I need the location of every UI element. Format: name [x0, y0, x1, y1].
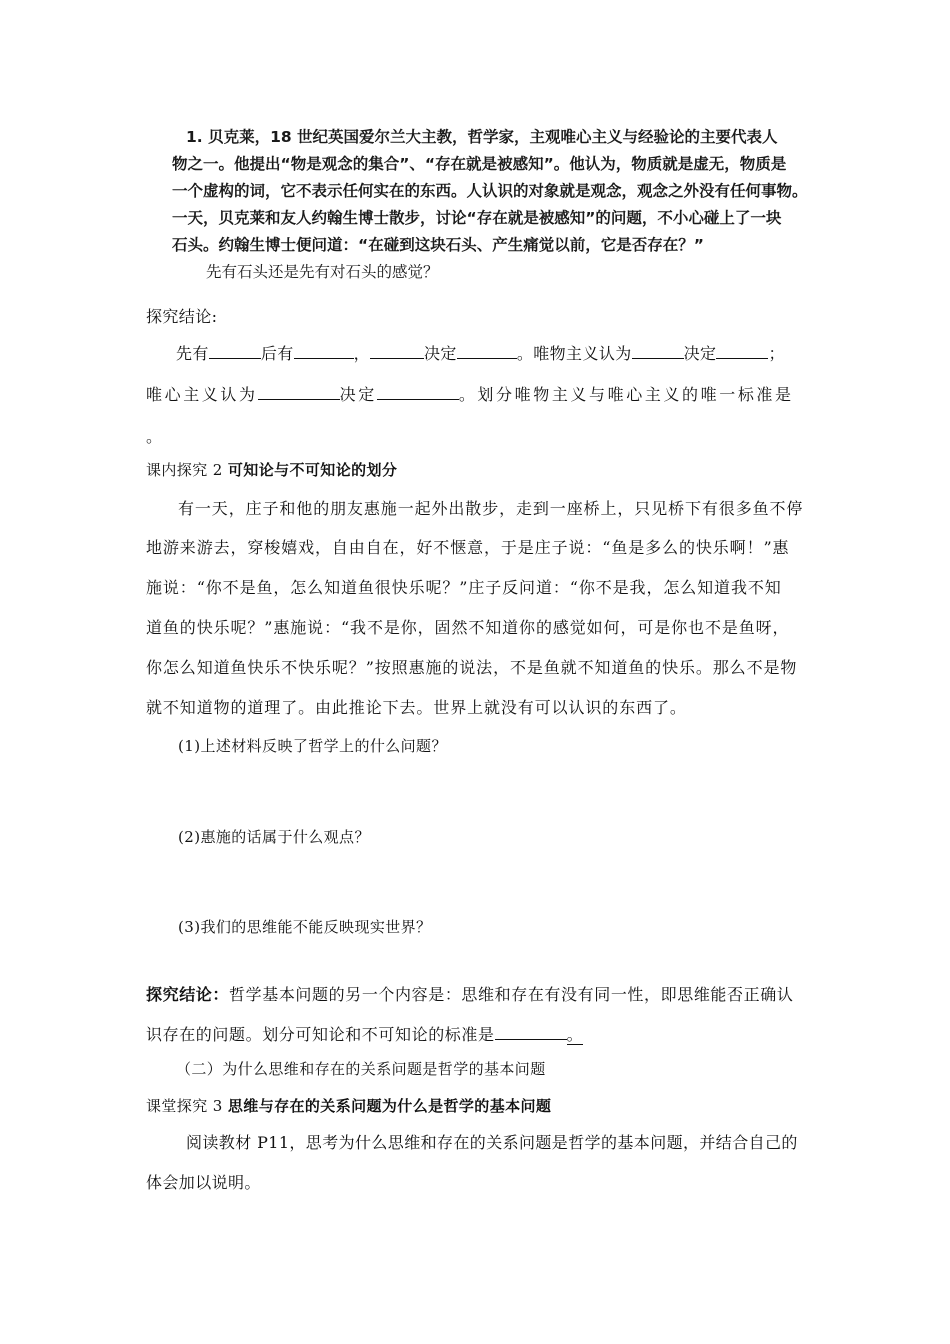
- blank[interactable]: [294, 343, 354, 359]
- conclusion2-line1: 探究结论：哲学基本问题的另一个内容是：思维和存在有没有同一性，即思维能否正确认: [146, 985, 794, 1004]
- question-1: (1)上述材料反映了哲学上的什么问题？: [178, 737, 447, 755]
- story-line: 石头。约翰生博士便问道：“在碰到这块石头、产生痛觉以前，它是否存在？”: [172, 236, 704, 254]
- blank[interactable]: [632, 343, 684, 359]
- question-3: (3)我们的思维能不能反映现实世界？: [178, 918, 432, 936]
- blank[interactable]: [495, 1024, 567, 1040]
- story2-line: 施说：“你不是鱼，怎么知道鱼很快乐呢？”庄子反问道：“你不是我，怎么知道我不知: [146, 578, 782, 597]
- blank[interactable]: [370, 343, 424, 359]
- story-line: 物之一。他提出“物是观念的集合”、“存在就是被感知”。他认为，物质就是虚无，物质是: [172, 155, 787, 173]
- conclusion1-line3: 。: [146, 427, 163, 446]
- conclusion1-label: 探究结论:: [146, 307, 218, 326]
- story-line: 一个虚构的词，它不表示任何实在的东西。人认识的对象就是观念，观念之外没有任何事物。: [172, 182, 808, 200]
- section3-heading: 课堂探究 3 思维与存在的关系问题为什么是哲学的基本问题: [146, 1097, 552, 1115]
- story2-line: 你怎么知道鱼快乐不快乐呢？”按照惠施的说法，不是鱼就不知道鱼的快乐。那么不是物: [146, 658, 798, 677]
- conclusion1-line1: 先有 后有 ， 决定 。唯物主义认为 决定 ；: [176, 344, 785, 363]
- story2-line: 就不知道物的道理了。由此推论下去。世界上就没有可以认识的东西了。: [146, 698, 687, 717]
- conclusion1-line2: 唯心主义认为 决定 。划分唯物主义与唯心主义的唯一标准是: [146, 385, 794, 404]
- question-2: (2)惠施的话属于什么观点？: [178, 828, 370, 846]
- blank[interactable]: [716, 343, 768, 359]
- story2-line: 地游来游去，穿梭嬉戏，自由自在，好不惬意，于是庄子说：“鱼是多么的快乐啊！”惠: [146, 538, 790, 557]
- blank[interactable]: [457, 343, 517, 359]
- story2-line: 有一天，庄子和他的朋友惠施一起外出散步，走到一座桥上，只见桥下有很多鱼不停: [178, 499, 804, 518]
- conclusion2-line2: 识存在的问题。划分可知论和不可知论的标准是 。: [146, 1025, 584, 1044]
- blank[interactable]: [209, 343, 261, 359]
- section2-heading: 课内探究 2 可知论与不可知论的划分: [146, 461, 398, 479]
- section3-line2: 体会加以说明。: [146, 1173, 261, 1192]
- blank[interactable]: [258, 384, 340, 400]
- story-line: 1. 贝克莱，18 世纪英国爱尔兰大主教，哲学家，主观唯心主义与经验论的主要代表人: [186, 128, 778, 146]
- story-line: 一天，贝克莱和友人约翰生博士散步，讨论“存在就是被感知”的问题，不小心碰上了一块: [172, 209, 782, 227]
- story-question: 先有石头还是先有对石头的感觉？: [206, 263, 439, 281]
- blank[interactable]: [377, 384, 459, 400]
- section3-line1: 阅读教材 P11，思考为什么思维和存在的关系问题是哲学的基本问题，并结合自己的: [186, 1133, 798, 1152]
- story2-line: 道鱼的快乐呢？”惠施说：“我不是你，固然不知道你的感觉如何，可是你也不是鱼呀，: [146, 618, 790, 637]
- berkeley-story: [172, 124, 836, 286]
- subheading-two: （二）为什么思维和存在的关系问题是哲学的基本问题: [176, 1060, 546, 1078]
